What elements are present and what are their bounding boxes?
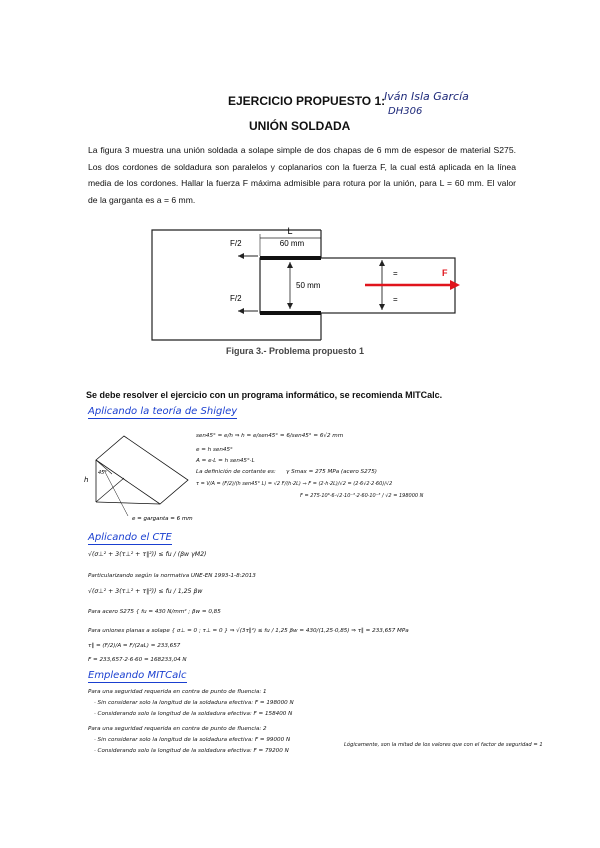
label-eq-top: = (393, 269, 398, 278)
problem-statement: La figura 3 muestra una unión soldada a solape simple de dos chapas de 6 mm de espesor de material S275. Los dos cordones de soldadura son paralelos y coplanarios con la fuerza F, la cual está aplicada en la línea media de los cordones. Hallar la fuerza F máxima admisible para rotura por la unión, para L = 60 mm. El valor de la garganta es a = 6 mm. (88, 145, 516, 205)
mitcalc-line-3: · Considerando solo la longitud de la soldadura efectiva: F = 158400 N (94, 711, 293, 717)
sketch-label-angle: 45° (98, 470, 107, 476)
mitcalc-line-6: · Considerando solo la longitud de la soldadura efectiva: F = 79200 N (94, 748, 289, 754)
mitcalc-line-4: Para una seguridad requerida en contra de punto de fluencia: 2 (88, 726, 267, 732)
shigley-line-7: F = 275·10⁶·6·√2·10⁻³·2·60·10⁻³ / √2 = 198000 N (300, 493, 424, 499)
weld-sketch (84, 430, 194, 522)
shigley-heading: Aplicando la teoría de Shigley (88, 406, 238, 417)
exercise-title: EJERCICIO PROPUESTO 1: (228, 94, 386, 108)
label-50mm: 50 mm (296, 281, 321, 290)
weld-figure (150, 222, 470, 344)
shigley-line-2: e = h sen45° (196, 447, 233, 453)
label-f2-bottom: F/2 (230, 294, 242, 303)
shigley-line-3: A = e·L = h sen45°·L (196, 458, 255, 464)
cte-heading: Aplicando el CTE (88, 532, 172, 543)
cte-line-4: Para acero S275 { fu = 430 N/mm² ; βw = 0,85 (88, 609, 221, 615)
software-instruction: Se debe resolver el ejercicio con un programa informático, se recomienda MITCalc. (86, 390, 443, 400)
shigley-line-5: τ = V/A = (F/2)/(h sen45° L) = √2 F/(h·2L) ⇒ F = (2·h·2L)/√2 = (2·6√2·2·60)/√2 (196, 481, 393, 487)
cte-line-7: F = 233,657·2·6·60 = 168233,04 N (88, 657, 187, 663)
weld-bead-bottom (260, 311, 321, 315)
cte-line-1: √(σ⊥² + 3(τ⊥² + τ∥²)) ≤ fu / (βw γM2) (88, 551, 207, 558)
shigley-line-1: sen45° = e/h ⇒ h = e/sen45° = 6/sen45° = 6√2 mm (196, 433, 344, 439)
author-name: Iván Isla García (384, 90, 469, 103)
sketch-label-h: h (84, 476, 89, 484)
mitcalc-line-2: · Sin considerar solo la longitud de la soldadura efectiva: F = 198000 N (94, 700, 294, 706)
label-60mm: 60 mm (279, 239, 305, 248)
weld-bead-top (260, 256, 321, 260)
cte-line-5: Para uniones planas a solape { σ⊥ = 0 ; τ⊥ = 0 } ⇒ √(3τ∥²) ≤ fu / 1,25 βw = 430/(1,25·0,85) ⇒ τ∥ = 233,657 MPa (88, 628, 409, 634)
topic-title: UNIÓN SOLDADA (249, 119, 351, 133)
mitcalc-line-1: Para una seguridad requerida en contra de punto de fluencia: 1 (88, 689, 267, 695)
cte-line-6: τ∥ = (F/2)/A = F/(2aL) = 233,657 (88, 643, 181, 649)
label-F: F (442, 268, 448, 278)
label-f2-top: F/2 (230, 239, 242, 248)
mitcalc-heading: Empleando MITCalc (88, 670, 187, 681)
cte-line-3: √(σ⊥² + 3(τ⊥² + τ∥²)) ≤ fu / 1,25 βw (88, 588, 203, 595)
cte-line-2: Particularizando según la normativa UNE-EN 1993-1-8:2013 (88, 573, 256, 579)
label-eq-bottom: = (393, 295, 398, 304)
label-L: L (287, 226, 293, 236)
sketch-label-e: e = garganta = 6 mm (132, 516, 193, 522)
shigley-line-6: γ Smax = 275 MPa (acero S275) (286, 469, 377, 475)
mitcalc-note: Lógicamente, son la mitad de los valores que con el factor de seguridad = 1 (344, 742, 543, 748)
shigley-line-4: La definición de cortante es: (196, 469, 276, 475)
author-id: DH306 (388, 106, 423, 117)
mitcalc-line-5: · Sin considerar solo la longitud de la soldadura efectiva: F = 99000 N (94, 737, 291, 743)
figure-caption: Figura 3.- Problema propuesto 1 (226, 346, 365, 356)
